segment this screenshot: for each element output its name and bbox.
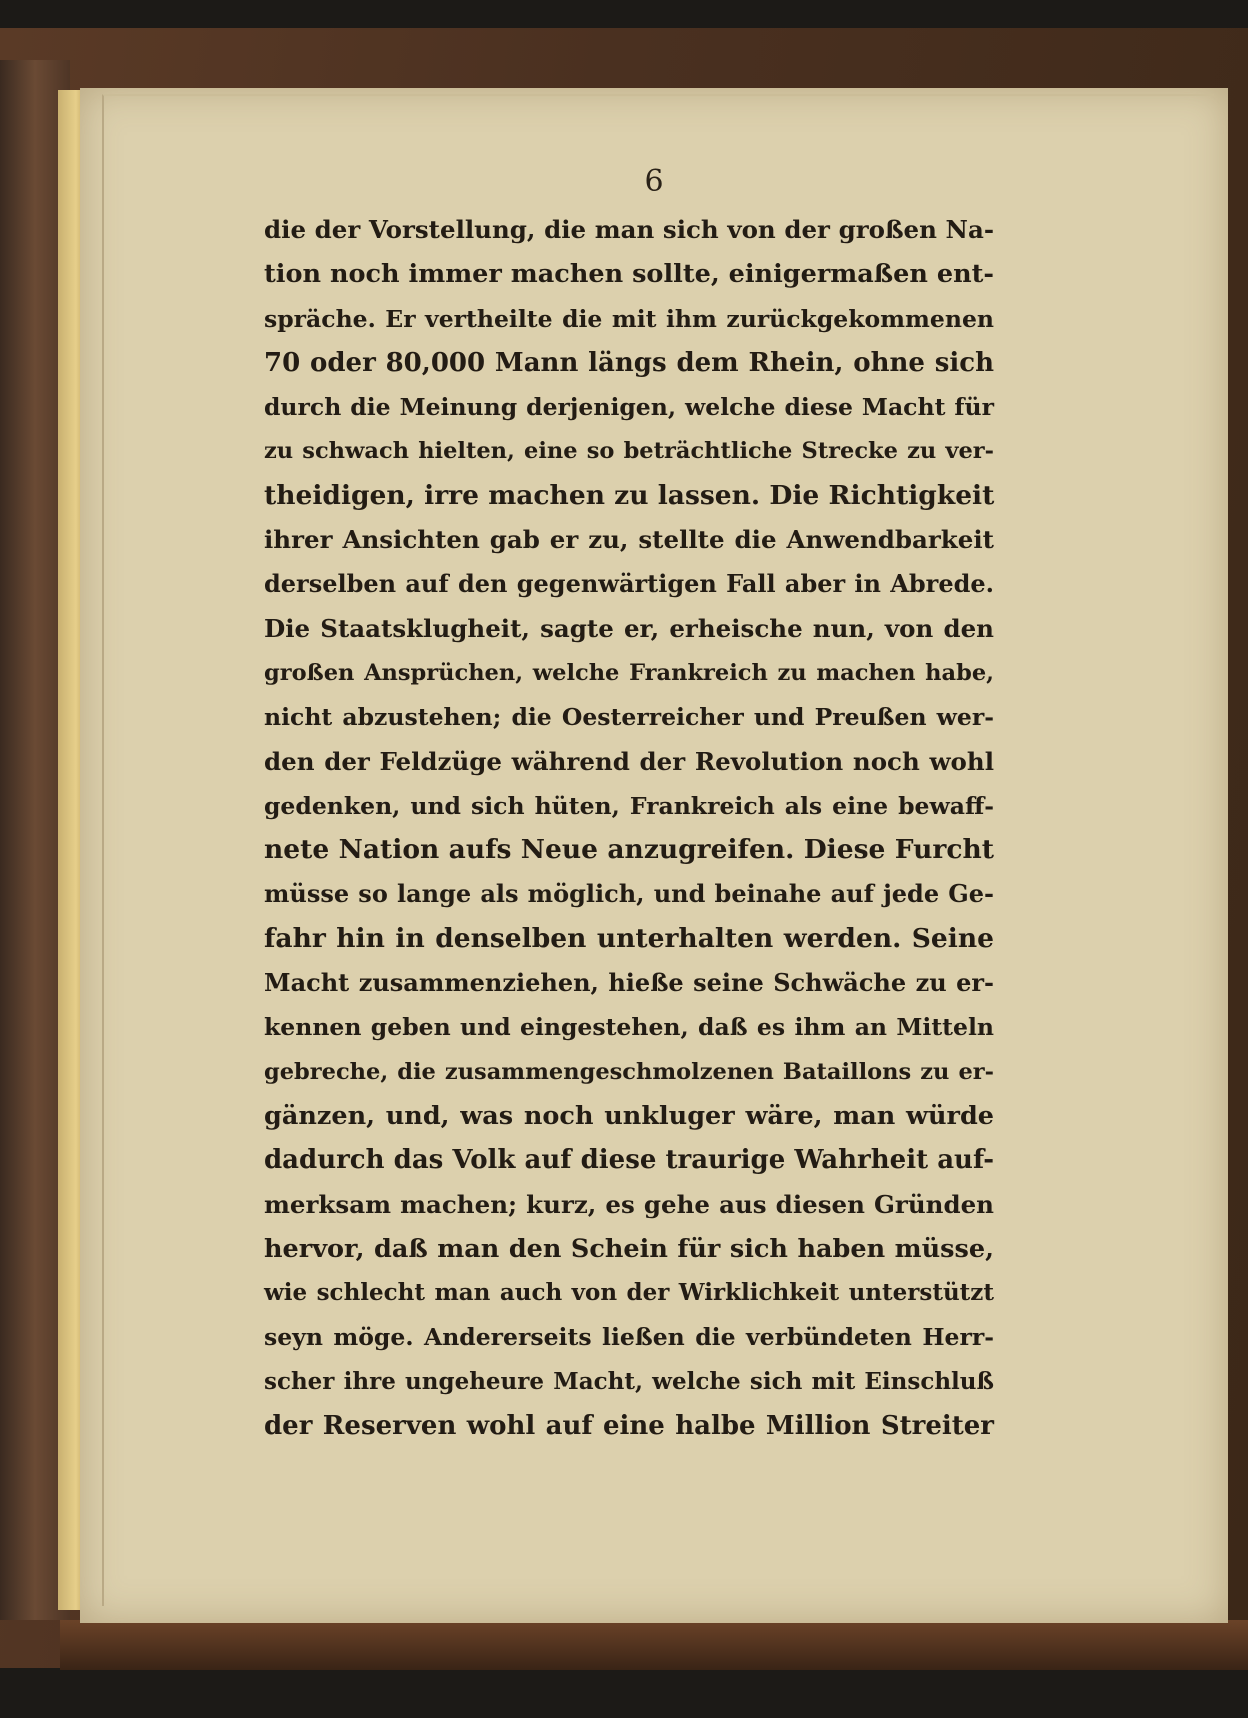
text-line: Macht zusammenziehen, hieße seine Schwäche zu er- bbox=[264, 968, 994, 998]
text-line: nete Nation aufs Neue anzugreifen. Diese Furcht bbox=[264, 834, 994, 866]
text-line: gänzen, und, was noch unkluger wäre, man würde bbox=[264, 1100, 994, 1131]
text-line: fahr hin in denselben unterhalten werden. Seine bbox=[264, 922, 994, 954]
text-line: 70 oder 80,000 Mann längs dem Rhein, ohne sich bbox=[264, 347, 994, 378]
text-line: hervor, daß man den Schein für sich haben müsse, bbox=[264, 1233, 994, 1264]
text-line: seyn möge. Andererseits ließen die verbündeten Herr- bbox=[264, 1323, 994, 1352]
text-line: wie schlecht man auch von der Wirklichkeit unterstützt bbox=[264, 1279, 994, 1307]
book-cover-bottom-edge bbox=[60, 1620, 1248, 1670]
text-line: dadurch das Volk auf diese traurige Wahrheit auf- bbox=[264, 1145, 994, 1176]
book-page bbox=[80, 88, 1228, 1623]
text-line: der Reserven wohl auf eine halbe Million Streiter bbox=[264, 1411, 994, 1442]
text-line: großen Ansprüchen, welche Frankreich zu machen habe, bbox=[264, 659, 994, 686]
text-line: gebreche, die zusammengeschmolzenen Bataillons zu er- bbox=[264, 1058, 994, 1085]
page-number: 6 bbox=[644, 164, 664, 199]
text-line: Die Staatsklugheit, sagte er, erheische nun, von den bbox=[264, 613, 994, 643]
text-line: theidigen, irre machen zu lassen. Die Richtigkeit bbox=[264, 479, 995, 511]
text-line: durch die Meinung derjenigen, welche diese Macht für bbox=[264, 393, 994, 422]
text-line: spräche. Er vertheilte die mit ihm zurückgekommenen bbox=[264, 304, 994, 333]
text-line: nicht abzustehen; die Oesterreicher und Preußen wer- bbox=[264, 703, 994, 732]
text-line: tion noch immer machen sollte, einigermaßen ent- bbox=[264, 259, 994, 290]
body-text bbox=[264, 208, 994, 1448]
text-line: merksam machen; kurz, es gehe aus diesen Gründen bbox=[264, 1189, 994, 1219]
text-line: derselben auf den gegenwärtigen Fall aber in Abrede. bbox=[264, 569, 994, 599]
text-line: scher ihre ungeheure Macht, welche sich mit Einschluß bbox=[264, 1367, 994, 1395]
text-line: müsse so lange als möglich, und beinahe auf jede Ge- bbox=[264, 879, 994, 909]
text-line: kennen geben und eingestehen, daß es ihm an Mitteln bbox=[264, 1013, 994, 1042]
text-line: die der Vorstellung, die man sich von der großen Na- bbox=[264, 215, 994, 244]
text-line: zu schwach hielten, eine so beträchtliche Strecke zu ver- bbox=[264, 438, 994, 465]
text-line: ihrer Ansichten gab er zu, stellte die Anwendbarkeit bbox=[264, 525, 994, 555]
text-line: gedenken, und sich hüten, Frankreich als eine bewaff- bbox=[264, 791, 994, 820]
text-line: den der Feldzüge während der Revolution noch wohl bbox=[264, 746, 994, 776]
